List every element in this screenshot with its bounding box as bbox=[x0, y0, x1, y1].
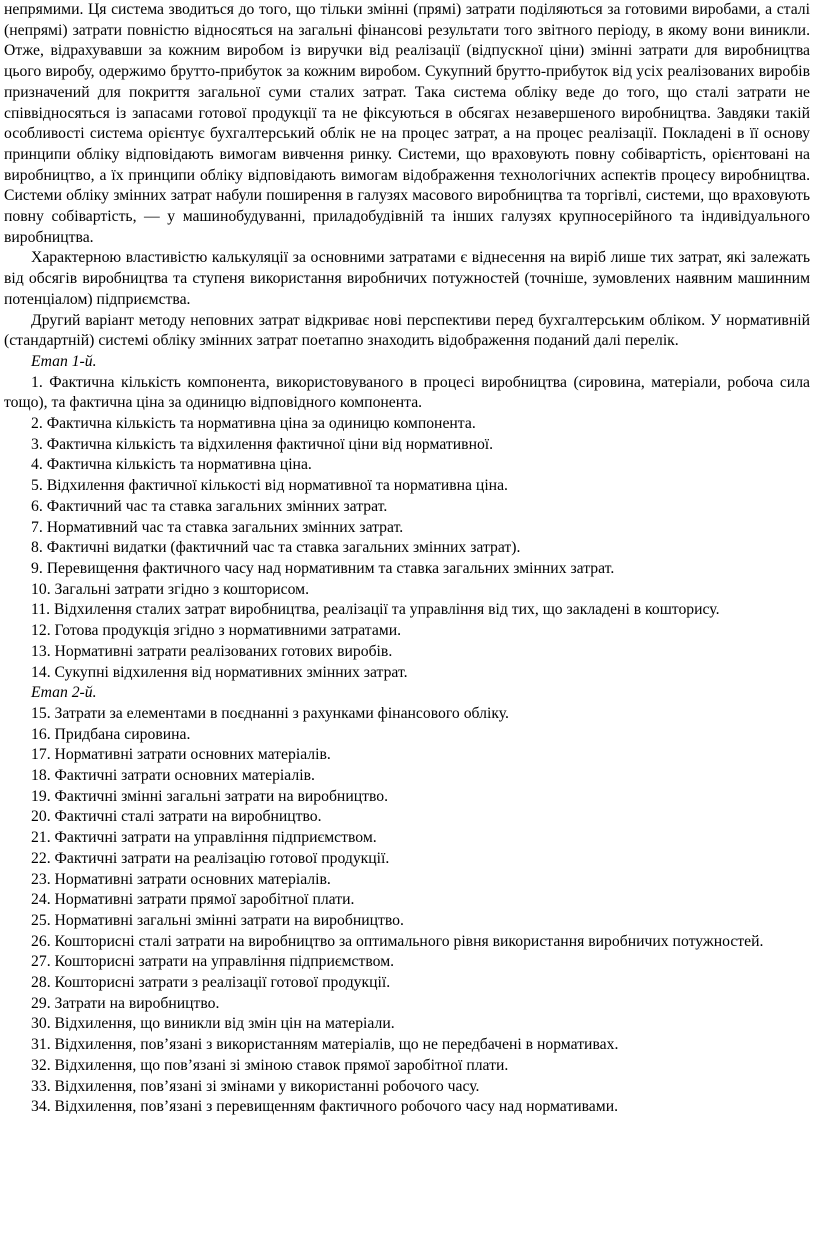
list-item: 30. Відхилення, що виникли від змін цін на матеріали. bbox=[31, 1015, 395, 1033]
list-item: 14. Сукупні відхилення від нормативних змінних затрат. bbox=[31, 663, 408, 681]
list-item: 4. Фактична кількість та нормативна ціна. bbox=[31, 456, 312, 474]
list-item: 1. Фактична кількість компонента, використовуваного в процесі виробництва (сировина, матеріали, робоча сила тощо), та фактична ціна за одиницю відповідного компонента. bbox=[4, 373, 810, 412]
list-item: 7. Нормативний час та ставка загальних змінних затрат. bbox=[31, 518, 404, 536]
list-item: 24. Нормативні затрати прямої заробітної плати. bbox=[31, 891, 355, 909]
list-item: 19. Фактичні змінні загальні затрати на виробництво. bbox=[31, 787, 389, 805]
stage-2-list bbox=[4, 704, 810, 1118]
list-item: 34. Відхилення, пов’язані з перевищенням фактичного робочого часу над нормативами. bbox=[31, 1098, 619, 1116]
list-item: 9. Перевищення фактичного часу над нормативним та ставка загальних змінних затрат. bbox=[31, 559, 615, 577]
paragraph-calculation: Характерною властивістю калькуляції за основними затратами є віднесення на виріб лише тих затрат, які залежать від обсягів виробництва та ступеня використання виробничих потужностей (точніше, зумовлених наявним машинним потенціалом) підприємства. bbox=[4, 249, 810, 308]
list-item: 18. Фактичні затрати основних матеріалів. bbox=[31, 767, 315, 785]
list-item: 12. Готова продукція згідно з нормативними затратами. bbox=[31, 622, 402, 640]
list-item: 5. Відхилення фактичної кількості від нормативної та нормативна ціна. bbox=[31, 477, 508, 495]
list-item: 33. Відхилення, пов’язані зі змінами у використанні робочого часу. bbox=[31, 1077, 480, 1095]
list-item: 3. Фактична кількість та відхилення фактичної ціни від нормативної. bbox=[31, 435, 494, 453]
stage-1-title: Етап 1-й. bbox=[31, 352, 97, 370]
list-item: 6. Фактичний час та ставка загальних змінних затрат. bbox=[31, 497, 388, 515]
list-item: 29. Затрати на виробництво. bbox=[31, 994, 220, 1012]
list-item: 21. Фактичні затрати на управління підприємством. bbox=[31, 829, 377, 847]
list-item: 10. Загальні затрати згідно з кошторисом. bbox=[31, 580, 310, 598]
paragraph-intro: непрямими. Ця система зводиться до того, що тільки змінні (прямі) затрати поділяються за готовими виробами, а сталі (непрямі) затрати повністю відносяться на загальні фінансові результати того звітного періоду, в якому вони виникли. Отже, відрахувавши за кожним виробом із виручки від реалізації (відпускної ціни) змінні затрати для виробництва цього виробу, одержимо брутто-прибуток за кожним виробом. Сукупний брутто-прибуток від усіх реалізованих виробів призначений для покриття загальної суми сталих затрат. Така система обліку веде до того, що сталі затрати не співвідносяться із запасами готової продукції та не фіксуються в обсягах незавершеного виробництва. Завдяки такій особливості система орієнтує бухгалтерський облік не на процес затрат, а на процес реалізації. Покладені в її основу принципи обліку відповідають вимогам вивчення ринку. Системи, що враховують повну собівартість, орієнтовані на виробництво, а їх принципи обліку відповідають вимогам відображення технологічних аспектів процесу виробництва. Системи обліку змінних затрат набули поширення в галузях масового виробництва та торгівлі, системи, що враховують повну собівартість, — у машинобудуванні, приладобудівній та інших галузях крупносерійного та індивідуального виробництва. bbox=[4, 1, 810, 246]
list-item: 32. Відхилення, що пов’язані зі зміною ставок прямої заробітної плати. bbox=[31, 1056, 509, 1074]
list-item: 31. Відхилення, пов’язані з використанням матеріалів, що не передбачені в нормативах. bbox=[31, 1036, 619, 1054]
list-item: 22. Фактичні затрати на реалізацію готової продукції. bbox=[31, 849, 390, 867]
stage-2-title: Етап 2-й. bbox=[31, 684, 97, 702]
list-item: 27. Кошторисні затрати на управління підприємством. bbox=[31, 953, 395, 971]
list-item: 2. Фактична кількість та нормативна ціна за одиницю компонента. bbox=[31, 415, 476, 433]
list-item: 13. Нормативні затрати реалізованих готових виробів. bbox=[31, 642, 393, 660]
list-item: 15. Затрати за елементами в поєднанні з рахунками фінансового обліку. bbox=[31, 704, 509, 722]
list-item: 11. Відхилення сталих затрат виробництва, реалізації та управління від тих, що закладені в кошторису. bbox=[31, 601, 720, 619]
list-item: 26. Кошторисні сталі затрати на виробництво за оптимального рівня використання виробничих потужностей. bbox=[31, 932, 764, 950]
paragraph-second-variant: Другий варіант методу неповних затрат відкриває нові перспективи перед бухгалтерським обліком. У нормативній (стандартній) системі обліку змінних затрат поетапно знаходить відображення поданий далі перелік. bbox=[4, 311, 810, 350]
list-item: 28. Кошторисні затрати з реалізації готової продукції. bbox=[31, 974, 391, 992]
list-item: 25. Нормативні загальні змінні затрати на виробництво. bbox=[31, 911, 404, 929]
stage-1-list bbox=[4, 373, 810, 684]
list-item: 17. Нормативні затрати основних матеріалів. bbox=[31, 746, 331, 764]
list-item: 16. Придбана сировина. bbox=[31, 725, 191, 743]
list-item: 23. Нормативні затрати основних матеріалів. bbox=[31, 870, 331, 888]
list-item: 8. Фактичні видатки (фактичний час та ставка загальних змінних затрат). bbox=[31, 539, 521, 557]
list-item: 20. Фактичні сталі затрати на виробництво. bbox=[31, 808, 322, 826]
